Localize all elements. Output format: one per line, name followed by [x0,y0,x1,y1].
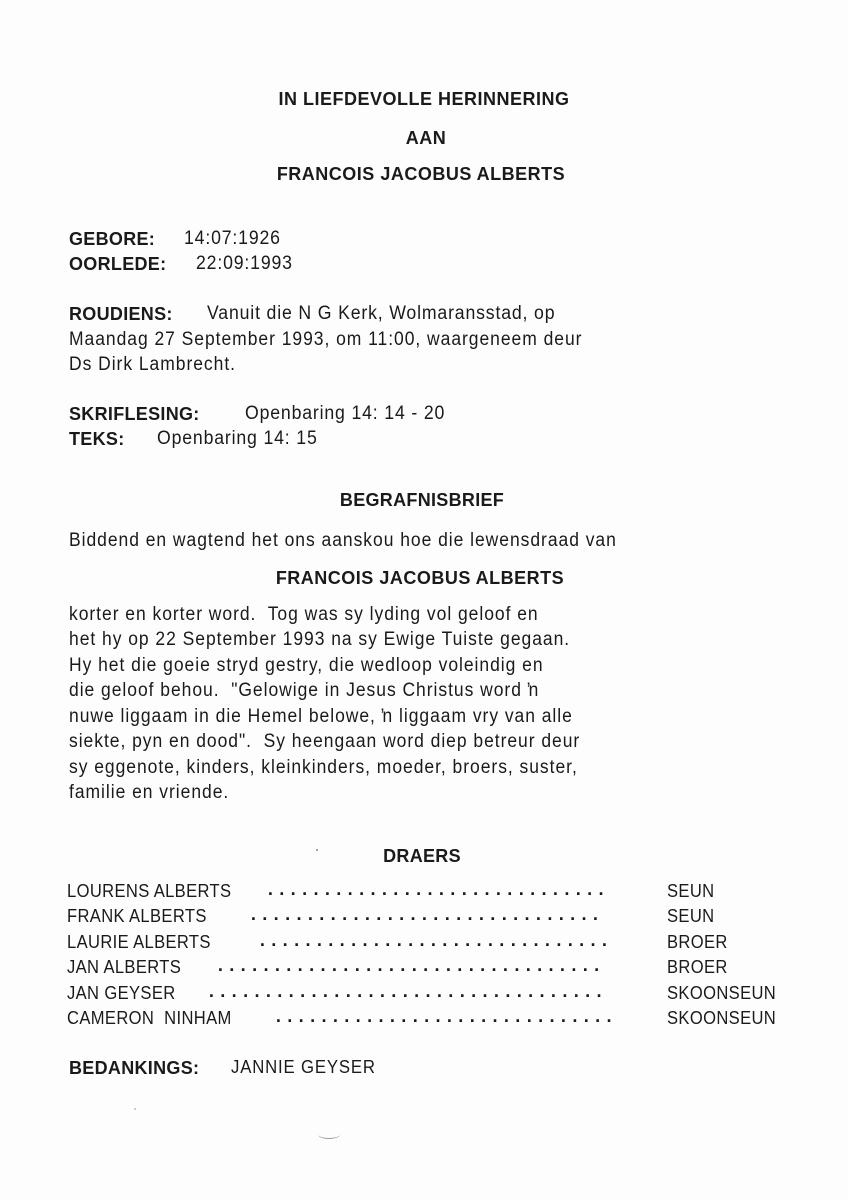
funeral-letter-name: FRANCOIS JACOBUS ALBERTS [275,568,565,588]
leader-dots: .............................. [273,1008,616,1028]
leader-dots: ............................... [248,906,602,926]
bearer-relation: BROER [667,957,728,977]
leader-dots: .............................. [265,881,608,901]
bearer-relation: SEUN [667,906,715,926]
thanks-label: BEDANKINGS: [69,1058,200,1078]
bearer-name: CAMERON NINHAM [67,1008,232,1028]
sermon-text-label: TEKS: [69,429,125,449]
bearer-row [67,906,787,930]
funeral-letter-line: het hy op 22 September 1993 na sy Ewige Tuiste gegaan. [69,629,571,650]
service-label: ROUDIENS: [69,304,173,324]
service-line-2: Maandag 27 September 1993, om 11:00, waargeneem deur [69,329,583,350]
memorial-heading: IN LIEFDEVOLLE HERINNERING [278,89,570,109]
bearer-relation: SKOONSEUN [667,1008,777,1028]
service-line-1: Vanuit die N G Kerk, Wolmaransstad, op [207,303,556,324]
thanks-value: JANNIE GEYSER [231,1057,376,1077]
funeral-letter-heading: BEGRAFNISBRIEF [339,490,505,510]
scripture-reading-label: SKRIFLESING: [69,404,200,424]
funeral-letter-line: sy eggenote, kinders, kleinkinders, moeder, broers, suster, [69,757,578,778]
bearer-row [67,957,787,981]
funeral-letter-intro: Biddend en wagtend het ons aanskou hoe die lewensdraad van [69,530,617,551]
bearer-relation: BROER [667,932,728,952]
bearers-heading: DRAERS [383,846,461,866]
bearer-relation: SKOONSEUN [667,983,777,1003]
funeral-letter-line: die geloof behou. "Gelowige in Jesus Christus word ŉ [69,680,540,701]
bearer-name: FRANK ALBERTS [67,906,207,926]
funeral-letter-line: nuwe liggaam in die Hemel belowe, ŉ liggaam vry van alle [69,706,573,727]
funeral-letter-line: Hy het die goeie stryd gestry, die wedloop voleindig en [69,655,544,676]
bearer-name: LAURIE ALBERTS [67,932,211,952]
scripture-reading-value: Openbaring 14: 14 - 20 [245,403,446,424]
bearer-row [67,932,787,956]
scan-mark [318,1130,340,1139]
leader-dots: .................................. [215,957,603,977]
bearer-name: JAN GEYSER [67,983,176,1003]
scan-speck [316,849,318,851]
bearer-row [67,881,787,905]
sermon-text-value: Openbaring 14: 15 [157,428,318,449]
bearer-row [67,983,787,1007]
died-label: OORLEDE: [69,254,167,274]
bearer-name: LOURENS ALBERTS [67,881,232,901]
service-line-3: Ds Dirk Lambrecht. [69,354,236,375]
bearer-name: JAN ALBERTS [67,957,182,977]
bearer-relation: SEUN [667,881,715,901]
born-label: GEBORE: [69,229,156,249]
funeral-letter-line: siekte, pyn en dood". Sy heengaan word diep betreur deur [69,731,581,752]
died-date: 22:09:1993 [196,253,293,274]
funeral-letter-line: familie en vriende. [69,782,230,803]
leader-dots: ................................... [206,983,606,1003]
bearer-row [67,1008,787,1032]
born-date: 14:07:1926 [184,228,281,249]
memorial-subheading-aan: AAN [405,128,447,148]
leader-dots: ............................... [257,932,611,952]
deceased-name-heading: FRANCOIS JACOBUS ALBERTS [276,164,566,184]
scan-speck [134,1108,136,1110]
funeral-letter-line: korter en korter word. Tog was sy lyding vol geloof en [69,604,539,625]
